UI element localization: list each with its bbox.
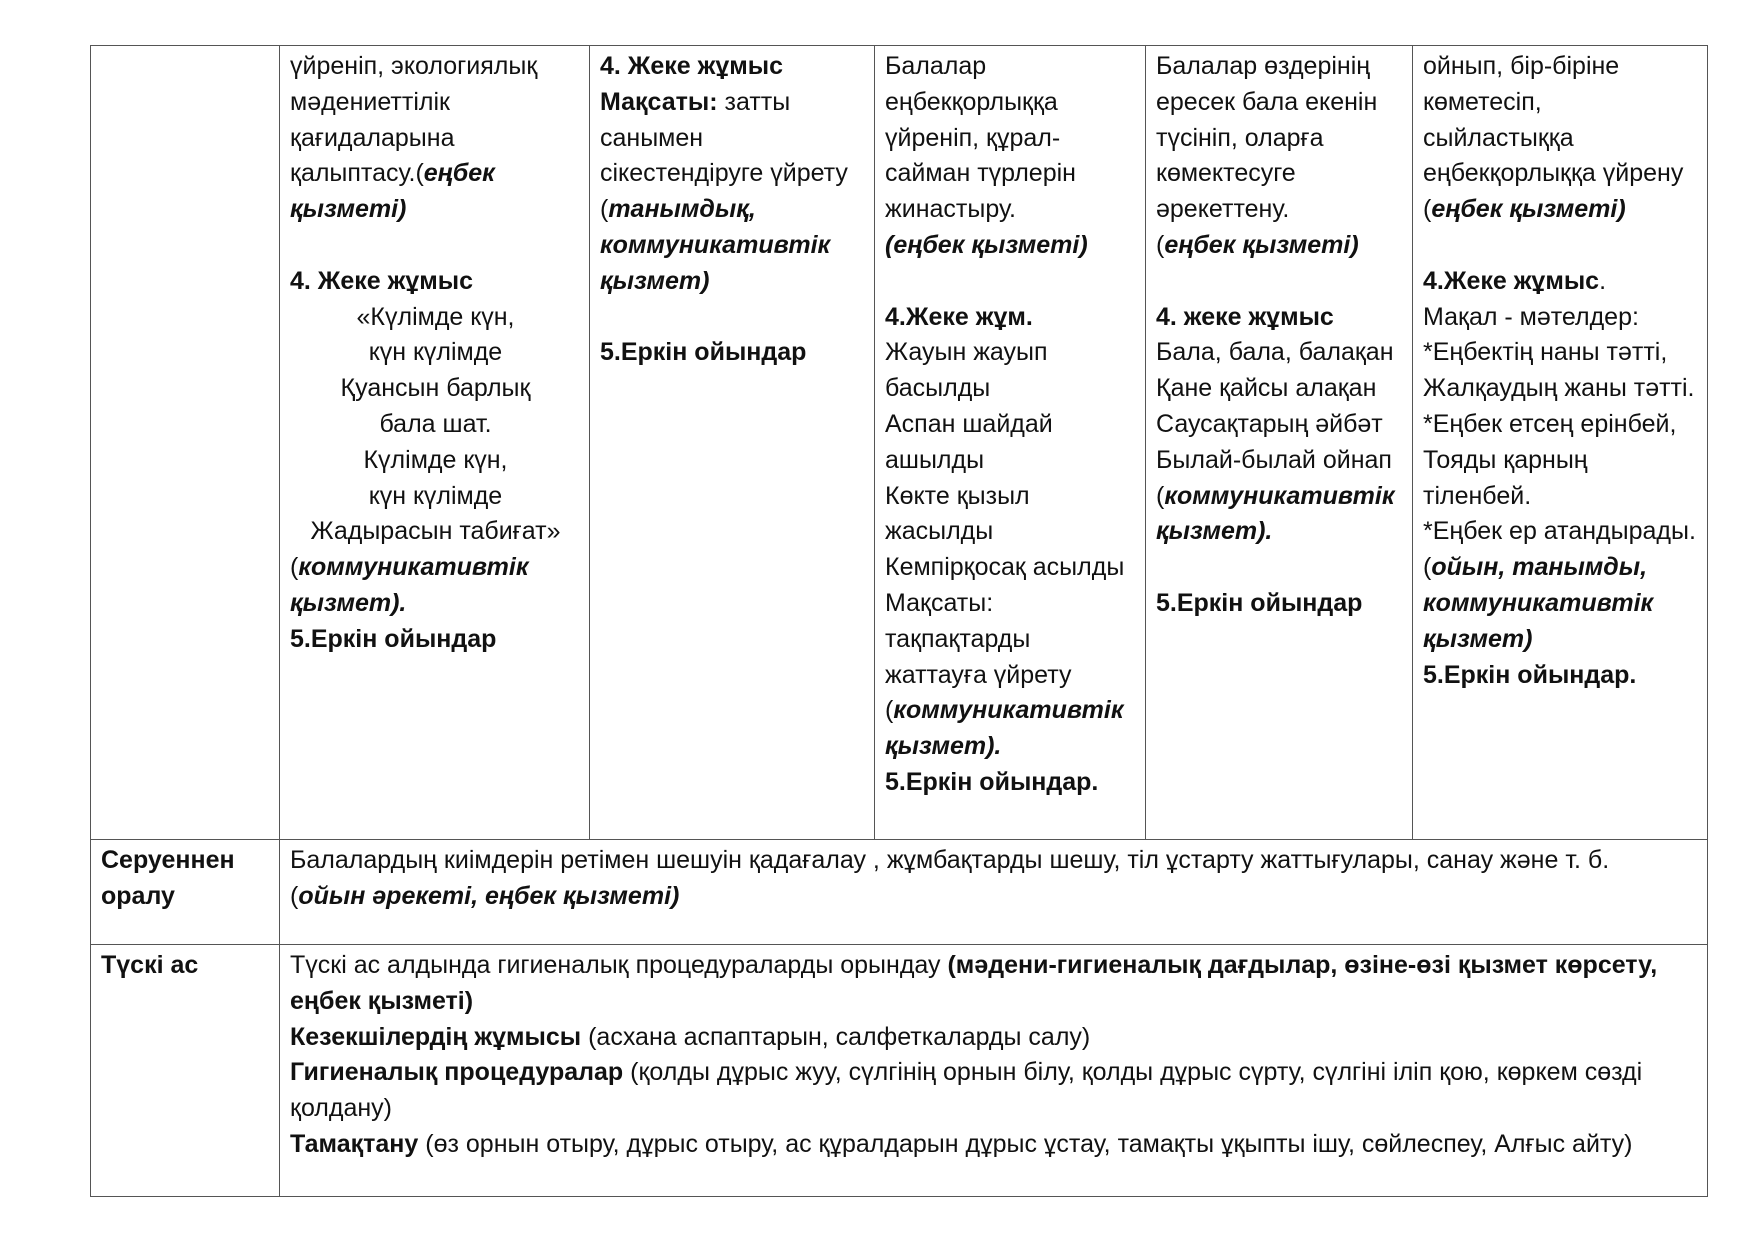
day-4-tag: (коммуникативтік қызмет). — [1156, 481, 1395, 546]
poem-line: Көкте қызыл жасылды — [885, 481, 1030, 546]
day-1-poem — [290, 300, 581, 551]
day-4-intro: Балалар өздерінің ересек бала екенін түсініп, оларға көмектесуге әрекеттену. — [1156, 52, 1378, 224]
day-5-tag: (ойын, танымды, коммуникативтік қызмет) — [1423, 553, 1654, 653]
day-3-poem — [885, 335, 1137, 586]
day-5-proverbs — [1423, 335, 1699, 550]
day-3-goal: Мақсаты: тақпақтарды жаттауға үйрету — [885, 588, 1072, 689]
day-2-free-games: 5.Еркін ойындар — [600, 338, 807, 367]
empty-label-cell — [91, 46, 280, 840]
poem-line: күн күлімде — [368, 481, 503, 510]
lunch-paragraph-hygiene: Түскі ас алдында гигиеналық процедураларды орындау (мәдени-гигиеналық дағдылар, өзіне-өзі қызмет көрсету, еңбек қызметі) — [290, 951, 1658, 1015]
day-4-work-title: 4. жеке жұмыс — [1156, 302, 1334, 331]
proverb-line: Жалқаудың жаны тәтті. — [1423, 374, 1695, 403]
day-1-intro-tag: еңбек қызметі) — [290, 159, 495, 224]
poem-line: Қуансын барлық — [340, 374, 531, 403]
day-3-work-title: 4.Жеке жұм. — [885, 302, 1033, 331]
proverb-line: *Еңбек етсең ерінбей, — [1423, 409, 1677, 438]
day-1-tag: (коммуникативтік қызмет). — [290, 553, 529, 617]
day-3-intro: Балалар еңбекқорлыққа үйреніп, құрал-сайман түрлерін жинастыру. — [885, 52, 1076, 224]
poem-line: Саусақтарың әйбәт — [1156, 409, 1383, 438]
day-3-free-games: 5.Еркін ойындар. — [885, 767, 1099, 796]
day-3-tag: (коммуникативтік қызмет). — [885, 696, 1124, 761]
poem-line: Қане қайсы алақан — [1156, 374, 1377, 403]
return-walk-tag: (ойын әрекеті, еңбек қызметі) — [290, 881, 680, 910]
poem-line: Жауын жауып басылды — [885, 338, 1048, 403]
day-4-cell — [1146, 46, 1413, 840]
day-3-intro-tag: (еңбек қызметі) — [885, 230, 1088, 259]
lunch-paragraph-eating: Тамақтану (өз орнын отыру, дұрыс отыру, ас құралдарын дұрыс ұстау, тамақты ұқыпты ішу, сөйлеспеу, Алғыс айту) — [290, 1129, 1633, 1158]
day-1-work-title: 4. Жеке жұмыс — [290, 266, 474, 295]
lunch-paragraph-duty: Кезекшілердің жұмысы (асхана аспаптарын, салфеткаларды салу) — [290, 1022, 1091, 1051]
lunch-paragraph-procedures: Гигиеналық процедуралар (қолды дұрыс жуу, сүлгінің орнын білу, қолды дұрыс сүрту, сүлгіні іліп қою, көркем сөзді қолдану) — [290, 1058, 1643, 1123]
day-5-cell — [1413, 46, 1708, 840]
return-walk-text: Балалардың киімдерін ретімен шешуін қадағалау , жұмбақтарды шешу, тіл ұстарту жаттығулары, санау және т. б. — [290, 846, 1610, 874]
poem-line: «Күлімде күн, — [356, 302, 515, 331]
day-1-cell — [280, 46, 590, 840]
day-1-intro: үйреніп, экологиялық мәдениеттілік қағидаларына қалыптасу.( — [290, 52, 538, 188]
day-4-free-games: 5.Еркін ойындар — [1156, 588, 1363, 617]
day-4-poem — [1156, 335, 1404, 478]
day-1-free-games: 5.Еркін ойындар — [290, 624, 497, 653]
lunch-row — [91, 945, 1708, 1197]
schedule-table — [90, 45, 1708, 1197]
proverb-line: Тояды қарның тіленбей. — [1423, 445, 1588, 510]
lunch-label: Түскі ас — [91, 945, 280, 1197]
day-2-work-title: 4. Жеке жұмыс — [600, 52, 784, 80]
lunch-content — [280, 945, 1708, 1197]
poem-line: бала шат. — [379, 409, 492, 438]
poem-line: Жадырасын табиғат» — [310, 517, 561, 546]
day-2-cell — [590, 46, 875, 840]
return-walk-content — [280, 840, 1708, 945]
poem-line: Бала, бала, балақан — [1156, 338, 1394, 367]
day-5-proverbs-label: Мақал - мәтелдер: — [1423, 302, 1639, 331]
poem-line: Аспан шайдай ашылды — [885, 409, 1053, 474]
day-5-intro-tag: (еңбек қызметі) — [1423, 195, 1626, 224]
day-5-intro: ойнып, бір-біріне көметесіп, сыйластыққа еңбекқорлыққа үйрену — [1423, 52, 1684, 188]
day-5-free-games: 5.Еркін ойындар. — [1423, 660, 1637, 689]
day-2-tag: (танымдық, коммуникативтік қызмет) — [600, 195, 831, 295]
day-5-work-title: 4.Жеке жұмыс. — [1423, 266, 1607, 295]
activities-row — [91, 46, 1708, 840]
return-walk-label: Серуеннен оралу — [91, 840, 280, 945]
proverb-line: *Еңбек ер атандырады. — [1423, 517, 1696, 546]
poem-line: Күлімде күн, — [363, 445, 508, 474]
return-walk-row — [91, 840, 1708, 945]
poem-line: Былай-былай ойнап — [1156, 445, 1392, 474]
day-2-goal: Мақсаты: затты санымен сікестендіруге үйрету — [600, 87, 848, 188]
day-3-cell — [875, 46, 1146, 840]
day-4-intro-tag: (еңбек қызметі) — [1156, 230, 1359, 259]
proverb-line: *Еңбектің наны тәтті, — [1423, 338, 1668, 367]
poem-line: күн күлімде — [368, 338, 503, 367]
poem-line: Кемпірқосақ асылды — [885, 553, 1125, 582]
